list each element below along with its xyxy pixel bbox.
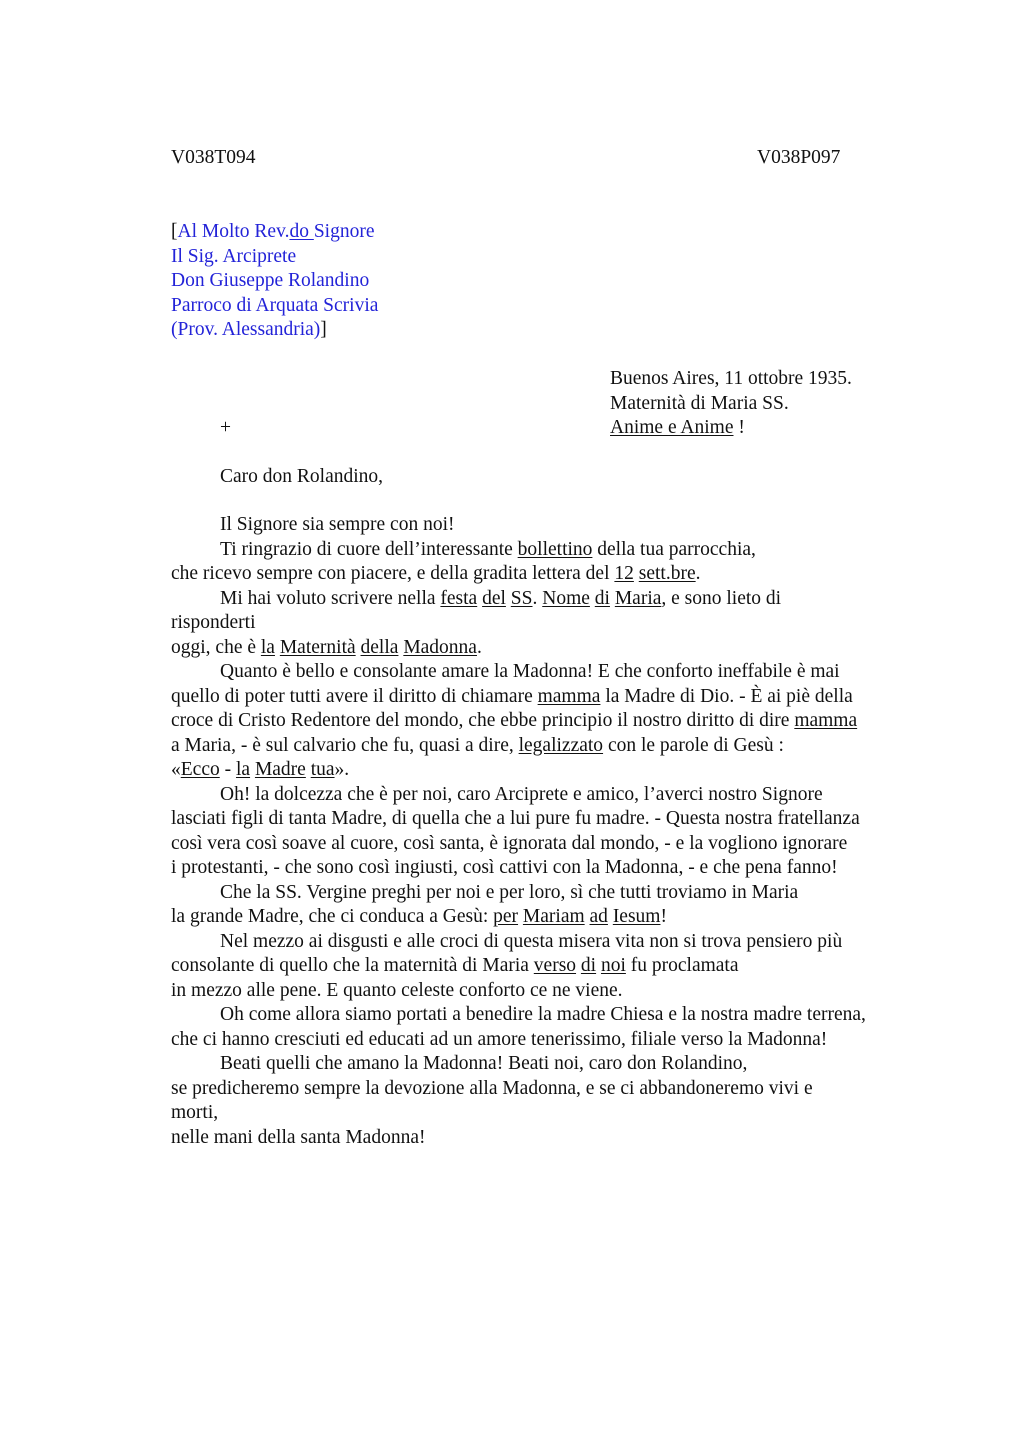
- letter-line: quello di poter tutti avere il diritto di chiamare mamma la Madre di Dio. - È ai piè della: [171, 685, 853, 707]
- address-line-2: Il Sig. Arciprete: [171, 245, 297, 267]
- motto-text: Anime e Anime: [610, 417, 734, 438]
- address-title-suffix: do: [289, 221, 314, 242]
- letter-line: Mi hai voluto scrivere nella festa del SS. Nome di Maria, e sono lieto di: [220, 587, 782, 609]
- letter-line: Quanto è bello e consolante amare la Madonna! E che conforto ineffabile è mai: [220, 661, 840, 682]
- letter-line: Oh! la dolcezza che è per noi, caro Arciprete e amico, l’averci nostro Signore: [220, 783, 823, 805]
- letter-line: la grande Madre, che ci conduca a Gesù: per Mariam ad Iesum!: [171, 906, 667, 927]
- letter-line: lasciati figli di tanta Madre, di quella che a lui pure fu madre. - Questa nostra fratellanza: [171, 808, 860, 829]
- letter-line: risponderti: [171, 612, 256, 633]
- letter-line: croce di Cristo Redentore del mondo, che ebbe principio il nostro diritto di dire mamma: [171, 710, 858, 731]
- address-line-4: Parroco di Arquata Scrivia: [171, 294, 379, 316]
- salutation: Caro don Rolandino,: [220, 466, 384, 487]
- address-title: Al Molto Rev.: [177, 221, 290, 242]
- letter-line: così vera così soave al cuore, così santa, è ignorata dal mondo, - e la vogliono ignorare: [171, 832, 848, 854]
- document-code-left: V038T094: [171, 147, 256, 168]
- letter-line: Che la SS. Vergine preghi per noi e per loro, sì che tutti troviamo in Maria: [220, 881, 799, 903]
- letter-line: i protestanti, - che sono così ingiusti, così cattivi con la Madonna, - e che pena fanno!: [171, 857, 838, 878]
- feast-day: Maternità di Maria SS.: [610, 392, 789, 414]
- letter-line: a Maria, - è sul calvario che fu, quasi a dire, legalizzato con le parole di Gesù :: [171, 734, 784, 756]
- open-bracket: [: [171, 221, 178, 242]
- letter-line: oggi, che è la Maternità della Madonna.: [171, 636, 482, 658]
- letter-line: Beati quelli che amano la Madonna! Beati noi, caro don Rolandino,: [220, 1053, 748, 1074]
- letter-line: se predicheremo sempre la devozione alla Madonna, e se ci abbandoneremo vivi e: [171, 1077, 813, 1099]
- date-place: Buenos Aires, 11 ottobre 1935.: [610, 368, 852, 389]
- letter-line: «Ecco - la Madre tua».: [171, 759, 350, 780]
- letter-line: morti,: [171, 1102, 219, 1123]
- dateline: [610, 367, 852, 441]
- letter-line: Ti ringrazio di cuore dell’interessante bollettino della tua parrocchia,: [220, 538, 756, 560]
- address-line-3: Don Giuseppe Rolandino: [171, 270, 370, 291]
- motto-end: !: [733, 417, 745, 438]
- letter-line: che ricevo sempre con piacere, e della gradita lettera del 12 sett.bre.: [171, 563, 701, 584]
- cross-symbol: +: [220, 417, 231, 438]
- letter-line: Nel mezzo ai disgusti e alle croci di questa misera vita non si trova pensiero più: [220, 930, 843, 952]
- address-title-end: Signore: [313, 221, 375, 242]
- motto: [610, 416, 852, 441]
- close-bracket: ]: [320, 319, 327, 340]
- letter-line: Oh come allora siamo portati a benedire la madre Chiesa e la nostra madre terrena,: [220, 1004, 866, 1025]
- address-line-1: [171, 220, 378, 245]
- address-block: [171, 220, 378, 343]
- letter-line: Il Signore sia sempre con noi!: [220, 514, 455, 535]
- address-line-5: [171, 318, 378, 343]
- letter-line: che ci hanno cresciuti ed educati ad un amore tenerissimo, filiale verso la Madonna!: [171, 1028, 828, 1050]
- letter-line: in mezzo alle pene. E quanto celeste conforto ce ne viene.: [171, 979, 623, 1001]
- letter-line: consolante di quello che la maternità di Maria verso di noi fu proclamata: [171, 955, 739, 976]
- document-code-right: V038P097: [757, 147, 841, 168]
- letter-line: nelle mani della santa Madonna!: [171, 1126, 426, 1148]
- address-province: (Prov. Alessandria): [171, 319, 321, 340]
- letter-body: [171, 513, 911, 1150]
